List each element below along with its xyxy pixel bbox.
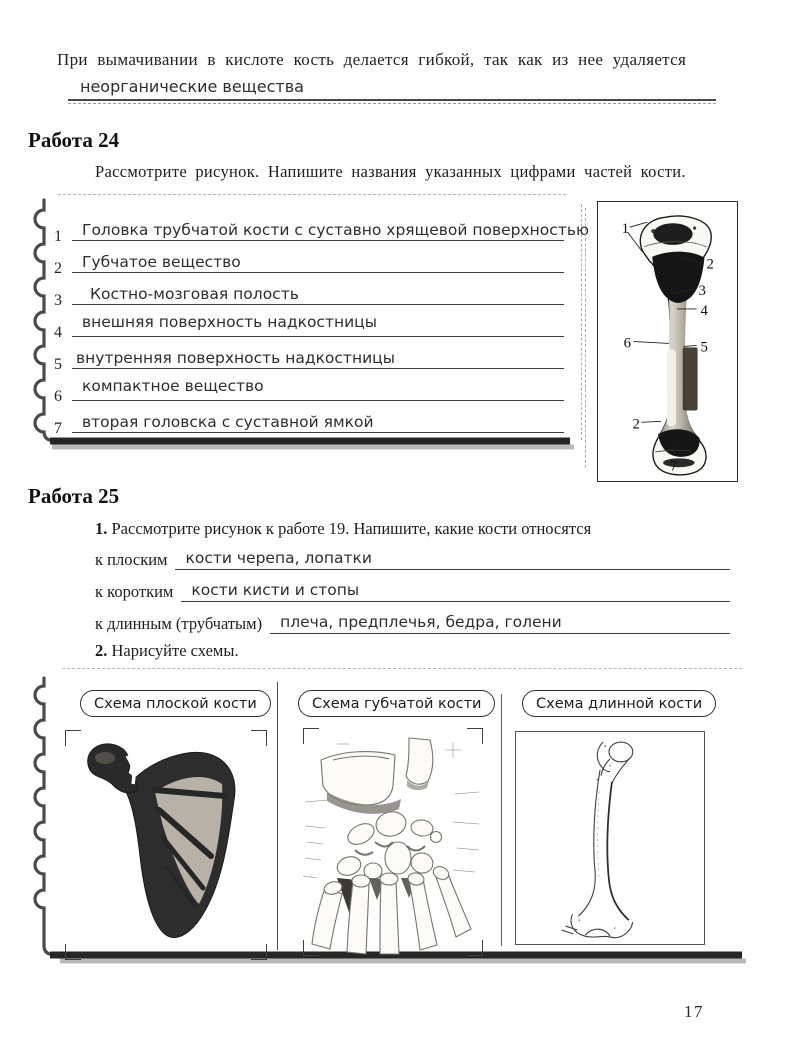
long-bone-drawing-frame	[515, 731, 705, 945]
spongy-bone-drawing-frame	[303, 728, 483, 956]
task2-number: 2.	[95, 641, 108, 660]
wrist-bones-drawing	[303, 730, 483, 955]
work24-notebook-panel	[18, 190, 588, 452]
answer-line	[72, 240, 564, 241]
answer-number: 5	[54, 356, 62, 373]
answer-number: 6	[54, 388, 62, 405]
task2-text: Нарисуйте схемы.	[107, 641, 239, 660]
answer-row-3	[54, 281, 564, 309]
panel-top-dash	[62, 668, 742, 669]
flat-bone-drawing-frame	[65, 730, 267, 960]
answer-row-6	[54, 377, 564, 405]
scheme-label-flat-bone	[80, 690, 271, 717]
figure-label-4: 4	[700, 302, 708, 319]
figure-label-5: 5	[700, 339, 708, 356]
fill-answer: плеча, предплечья, бедра, голени	[270, 613, 730, 634]
fill-label: к коротким	[95, 582, 174, 601]
figure-label-1: 1	[621, 221, 630, 238]
answer-number: 7	[54, 420, 62, 437]
schemes-notebook-panel	[18, 666, 788, 982]
answer-row-7	[54, 409, 564, 437]
fill-row-flat	[95, 546, 730, 570]
fill-row-long	[95, 610, 730, 634]
answer-line	[72, 304, 564, 305]
answer-text: Костно-мозговая полость	[90, 285, 299, 303]
long-bone-section-drawing	[598, 202, 737, 481]
task1-text: Рассмотрите рисунок к работе 19. Напишите, какие кости относятся	[107, 519, 592, 538]
answer-text: внешняя поверхность надкостницы	[82, 313, 377, 331]
pill-text: Схема губчатой кости	[312, 695, 482, 712]
work24-instruction: Рассмотрите рисунок. Напишите названия указанных цифрами частей кости.	[95, 162, 686, 181]
work24-title: Работа 24	[28, 128, 120, 152]
panel-right-dash	[581, 204, 582, 440]
figure-left-dash	[585, 208, 586, 468]
work25-title: Работа 25	[28, 484, 120, 508]
task1-number: 1.	[95, 519, 108, 538]
intro-answer-line-shadow	[68, 103, 716, 104]
figure-label-7: 7	[669, 458, 678, 475]
answer-number: 3	[54, 292, 62, 309]
fill-label: к длинным (трубчатым)	[95, 614, 263, 633]
answer-number: 1	[54, 228, 62, 245]
answer-text: Головка трубчатой кости с суставно хрящевой поверхностью	[82, 221, 590, 239]
fill-row-short	[95, 578, 730, 602]
intro-question-text: При вымачивании в кислоте кость делается гибкой, так как из нее удаляется	[57, 50, 687, 69]
scheme-label-long-bone	[522, 690, 716, 717]
pill-text: Схема плоской кости	[94, 695, 257, 712]
answer-row-5	[54, 345, 564, 373]
femur-drawing	[516, 732, 704, 944]
answer-row-4	[54, 313, 564, 341]
answer-text: внутренняя поверхность надкостницы	[76, 349, 395, 367]
intro-answer-line	[68, 99, 716, 101]
figure-label-6: 6	[623, 335, 632, 352]
answer-text: Губчатое вещество	[82, 253, 241, 271]
pill-text: Схема длинной кости	[536, 695, 703, 712]
fill-answer: кости кисти и стопы	[181, 581, 730, 602]
answer-row-1	[54, 217, 590, 245]
answer-number: 4	[54, 324, 62, 341]
answer-number: 2	[54, 260, 62, 277]
answer-line	[72, 368, 564, 369]
scapula-drawing	[75, 734, 255, 956]
page-number: 17	[684, 1002, 704, 1021]
bone-section-figure	[597, 201, 738, 482]
intro-handwritten-answer: неорганические вещества	[80, 77, 304, 96]
column-divider-1	[277, 682, 278, 950]
answer-row-2	[54, 249, 564, 277]
figure-label-2: 2	[706, 256, 714, 273]
work25-task2	[95, 641, 239, 661]
scheme-label-spongy-bone	[298, 690, 495, 717]
column-divider-2	[501, 694, 502, 946]
figure-label-2b: 2	[632, 416, 640, 433]
answer-line	[72, 432, 564, 433]
answer-line	[72, 400, 564, 401]
fill-label: к плоским	[95, 550, 168, 569]
answer-line	[72, 336, 564, 337]
answer-text: компактное вещество	[82, 377, 264, 395]
answer-line	[72, 272, 564, 273]
answer-text: вторая головска с суставной ямкой	[82, 413, 374, 431]
fill-answer: кости черепа, лопатки	[175, 549, 730, 570]
figure-label-3: 3	[698, 283, 706, 300]
work25-task1	[95, 519, 591, 539]
panel-top-dash	[58, 194, 566, 195]
